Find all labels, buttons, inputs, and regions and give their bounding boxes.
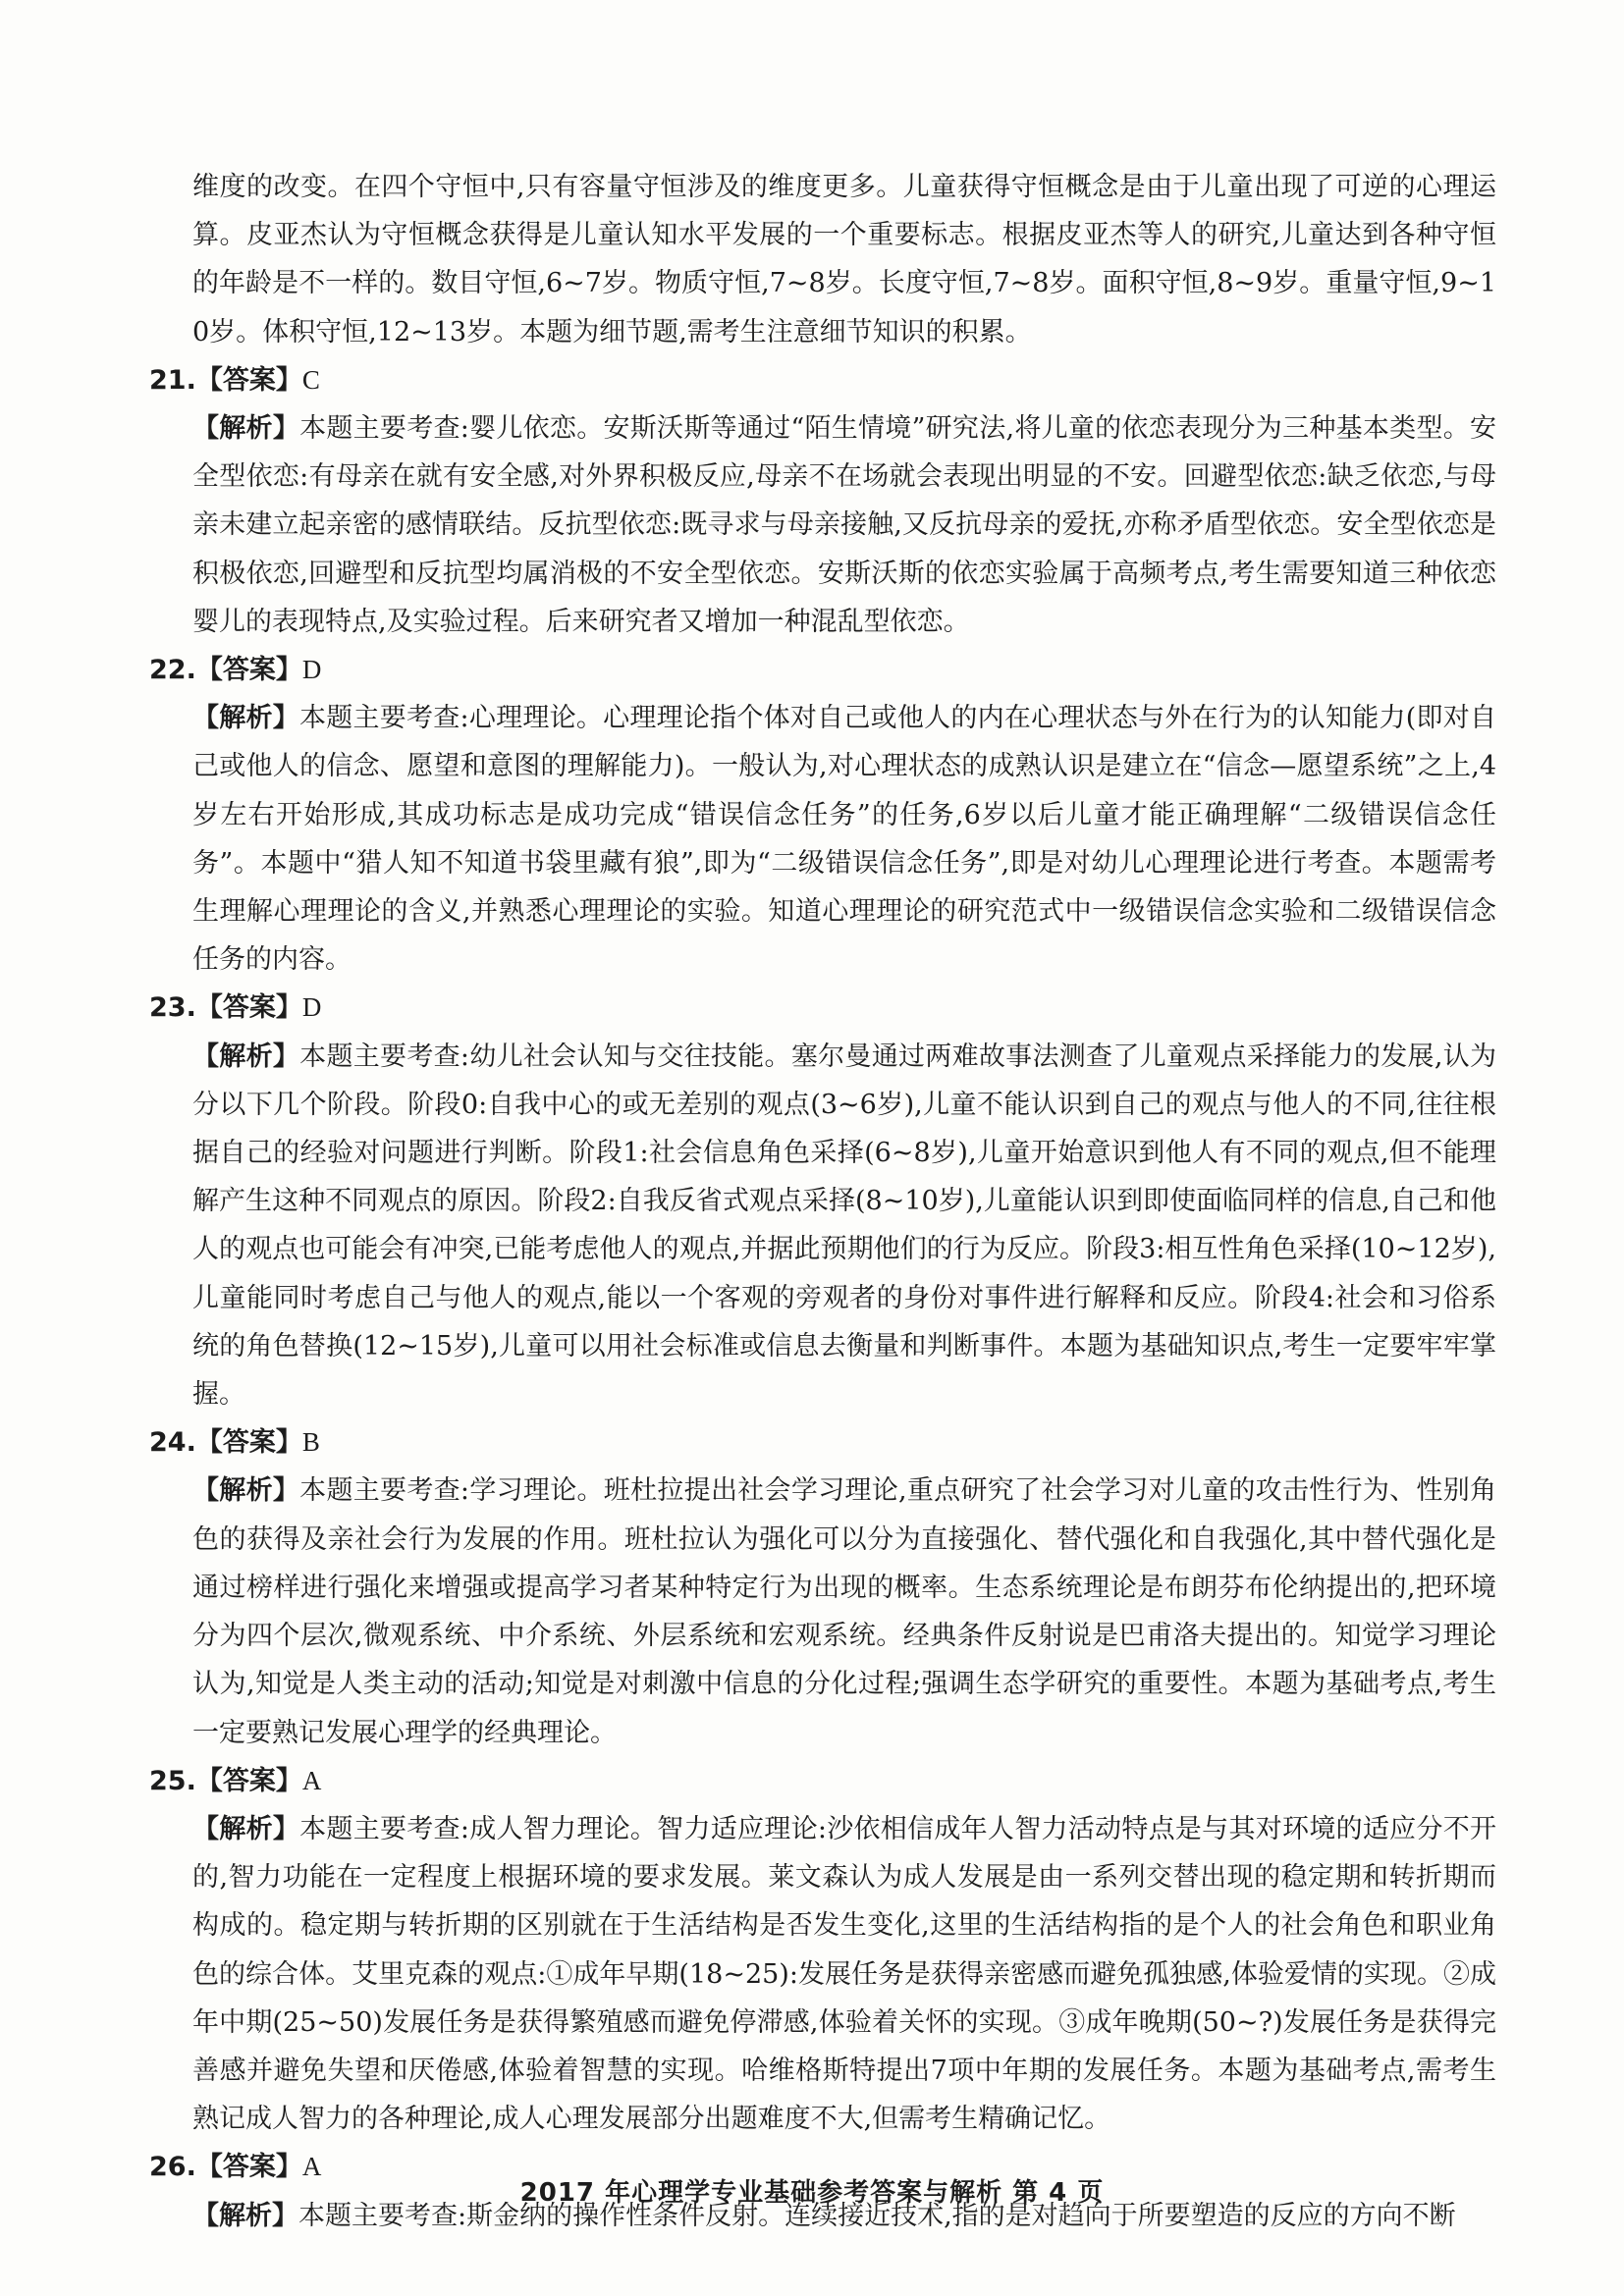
- analysis-text: 本题主要考查:婴儿依恋。安斯沃斯等通过“陌生情境”研究法,将儿童的依恋表现分为三种基本类型。安全型依恋:有母亲在就有安全感,对外界积极反应,母亲不在场就会表现出明显的不安。回避型依恋:缺乏依恋,与母亲未建立起亲密的感情联结。反抗型依恋:既寻求与母亲接触,又反抗母亲的爱抚,亦称矛盾型依恋。安全型依恋是积极依恋,回避型和反抗型均属消极的不安全型依恋。安斯沃斯的依恋实验属于高频考点,考生需要知道三种依恋婴儿的表现特点,及实验过程。后来研究者又增加一种混乱型依恋。: [192, 413, 1496, 637]
- question-number: 24.: [149, 1427, 196, 1459]
- analysis-text: 本题主要考查:学习理论。班杜拉提出社会学习理论,重点研究了社会学习对儿童的攻击性行为、性别角色的获得及亲社会行为发展的作用。班杜拉认为强化可以分为直接强化、替代强化和自我强化,其中替代强化是通过榜样进行强化来增强或提高学习者某种特定行为出现的概率。生态系统理论是布朗芬布伦纳提出的,把环境分为四个层次,微观系统、中介系统、外层系统和宏观系统。经典条件反射说是巴甫洛夫提出的。知觉学习理论认为,知觉是人类主动的活动;知觉是对刺激中信息的分化过程;强调生态学研究的重要性。本题为基础考点,考生一定要熟记发展心理学的经典理论。: [192, 1475, 1496, 1748]
- analysis-text: 本题主要考查:幼儿社会认知与交往技能。塞尔曼通过两难故事法测查了儿童观点采择能力的发展,认为分以下几个阶段。阶段0:自我中心的或无差别的观点(3~6岁),儿童不能认识到自己的观点与他人的不同,往往根据自己的经验对问题进行判断。阶段1:社会信息角色采择(6~8岁),儿童开始意识到他人有不同的观点,但不能理解产生这种不同观点的原因。阶段2:自我反省式观点采择(8~10岁),儿童能认识到即使面临同样的信息,自己和他人的观点也可能会有冲突,已能考虑他人的观点,并据此预期他们的行为反应。阶段3:相互性角色采择(10~12岁),儿童能同时考虑自己与他人的观点,能以一个客观的旁观者的身份对事件进行解释和反应。阶段4:社会和习俗系统的角色替换(12~15岁),儿童可以用社会标准或信息去衡量和判断事件。本题为基础知识点,考生一定要牢牢掌握。: [192, 1041, 1496, 1411]
- analysis-tag: 【解析】: [192, 703, 300, 734]
- question-number: 26.: [149, 2152, 196, 2183]
- answer-tag: 【答案】: [195, 655, 302, 686]
- answer-item-25: [149, 1757, 1496, 2144]
- analysis-paragraph: [149, 404, 1496, 646]
- answer-item-22: [149, 646, 1496, 984]
- question-number: 23.: [149, 992, 196, 1024]
- analysis-paragraph: [149, 694, 1496, 984]
- answer-item-24: [149, 1418, 1496, 1756]
- page-footer: 2017 年心理学专业基础参考答案与解析 第 4 页: [519, 2178, 1105, 2208]
- answer-tag: 【答案】: [195, 2152, 302, 2183]
- answer-letter: A: [301, 2152, 322, 2182]
- answer-letter: B: [301, 1427, 320, 1458]
- answer-line: [149, 1757, 1496, 1805]
- continuation-paragraph: 维度的改变。在四个守恒中,只有容量守恒涉及的维度更多。儿童获得守恒概念是由于儿童出现了可逆的心理运算。皮亚杰认为守恒概念获得是儿童认知水平发展的一个重要标志。根据皮亚杰等人的研究,儿童达到各种守恒的年龄是不一样的。数目守恒,6~7岁。物质守恒,7~8岁。长度守恒,7~8岁。面积守恒,8~9岁。重量守恒,9~10岁。体积守恒,12~13岁。本题为细节题,需考生注意细节知识的积累。: [192, 172, 1496, 347]
- analysis-tag: 【解析】: [192, 1813, 300, 1844]
- answer-letter: A: [301, 1765, 322, 1795]
- answer-line: [149, 1418, 1496, 1467]
- answer-tag: 【答案】: [195, 992, 302, 1024]
- analysis-paragraph: [149, 1805, 1496, 2143]
- answer-letter: C: [301, 364, 320, 395]
- answer-line: [149, 356, 1496, 404]
- analysis-text: 本题主要考查:心理理论。心理理论指个体对自己或他人的内在心理状态与外在行为的认知能力(即对自己或他人的信念、愿望和意图的理解能力)。一般认为,对心理状态的成熟认识是建立在“信念—愿望系统”之上,4岁左右开始形成,其成功标志是成功完成“错误信念任务”的任务,6岁以后儿童才能正确理解“二级错误信念任务”。本题中“猎人知不知道书袋里藏有狼”,即为“二级错误信念任务”,即是对幼儿心理理论进行考查。本题需考生理解心理理论的含义,并熟悉心理理论的实验。知道心理理论的研究范式中一级错误信念实验和二级错误信念任务的内容。: [192, 703, 1496, 976]
- answer-tag: 【答案】: [195, 1427, 302, 1459]
- question-number: 22.: [149, 655, 196, 686]
- analysis-tag: 【解析】: [192, 2200, 298, 2231]
- answer-line: [149, 984, 1496, 1032]
- answer-letter: D: [301, 655, 322, 685]
- analysis-paragraph: [149, 1467, 1496, 1756]
- analysis-text: 本题主要考查:斯金纳的操作性条件反射。连续接近技术,指的是对趋向于所要塑造的反应的方向不断: [298, 2200, 1456, 2231]
- analysis-paragraph: [149, 1033, 1496, 1419]
- answer-letter: D: [301, 992, 322, 1023]
- answer-line: [149, 646, 1496, 694]
- answer-tag: 【答案】: [195, 1765, 302, 1796]
- question-number: 25.: [149, 1765, 196, 1796]
- answer-item-21: [149, 356, 1496, 646]
- analysis-tag: 【解析】: [192, 1041, 300, 1072]
- analysis-tag: 【解析】: [192, 1475, 300, 1507]
- answer-item-23: [149, 984, 1496, 1418]
- answer-tag: 【答案】: [195, 364, 302, 396]
- page-body: [149, 163, 1496, 2240]
- question-number: 21.: [149, 364, 196, 396]
- analysis-text: 本题主要考查:成人智力理论。智力适应理论:沙依相信成年人智力活动特点是与其对环境的适应分不开的,智力功能在一定程度上根据环境的要求发展。莱文森认为成人发展是由一系列交替出现的稳定期和转折期而构成的。稳定期与转折期的区别就在于生活结构是否发生变化,这里的生活结构指的是个人的社会角色和职业角色的综合体。艾里克森的观点:①成年早期(18~25):发展任务是获得亲密感而避免孤独感,体验爱情的实现。②成年中期(25~50)发展任务是获得繁殖感而避免停滞感,体验着关怀的实现。③成年晚期(50~?)发展任务是获得完善感并避免失望和厌倦感,体验着智慧的实现。哈维格斯特提出7项中年期的发展任务。本题为基础考点,需考生熟记成人智力的各种理论,成人心理发展部分出题难度不大,但需考生精确记忆。: [192, 1813, 1497, 2135]
- analysis-tag: 【解析】: [192, 413, 300, 445]
